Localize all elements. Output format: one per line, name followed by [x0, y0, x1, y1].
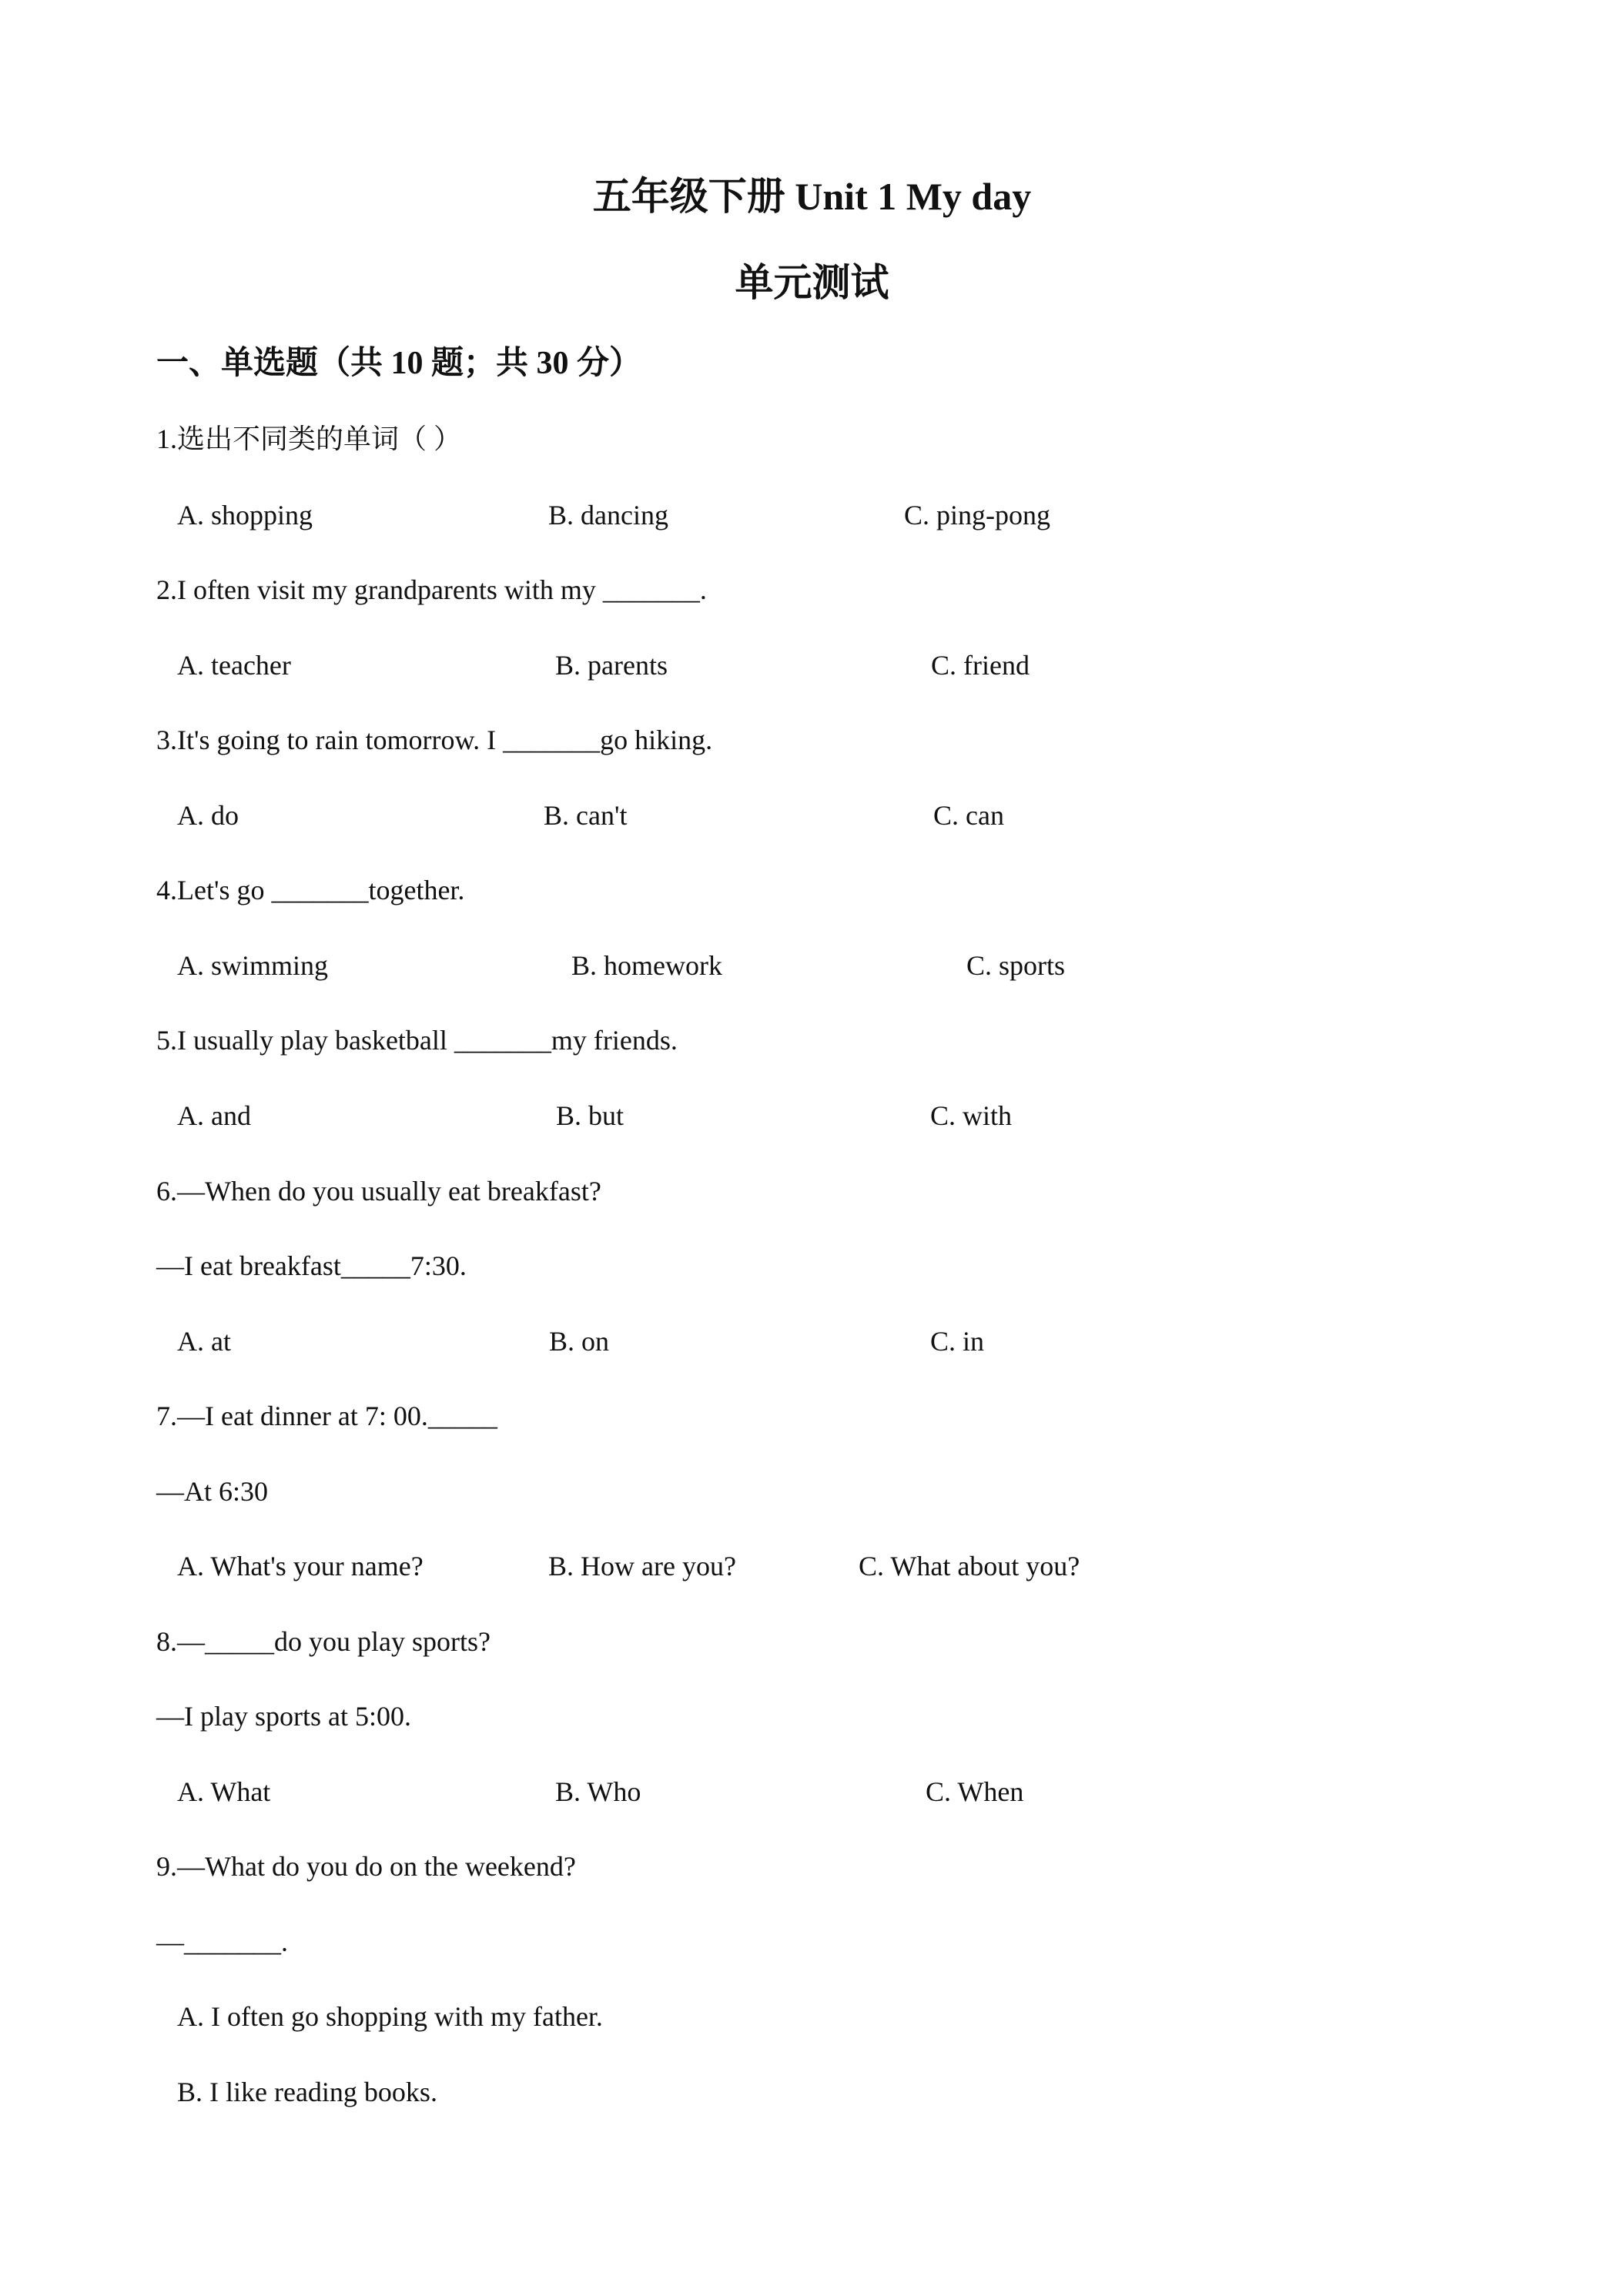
- question-7-option-b[interactable]: B. How are you?: [548, 1551, 736, 1581]
- question-5-option-c[interactable]: C. with: [930, 1100, 1013, 1131]
- question-3-stem: 3.It's going to rain tomorrow. I _______go hiking.: [156, 725, 713, 755]
- question-6-option-c[interactable]: C. in: [930, 1326, 985, 1357]
- question-4-option-b[interactable]: B. homework: [571, 950, 722, 981]
- question-6-stem: 6.—When do you usually eat breakfast?: [156, 1176, 601, 1207]
- question-7-answer-line: —At 6:30: [156, 1476, 269, 1507]
- question-8-answer-line: —I play sports at 5:00.: [156, 1701, 411, 1732]
- question-7-stem: 7.—I eat dinner at 7: 00._____: [156, 1401, 497, 1431]
- question-4-stem: 4.Let's go _______together.: [156, 875, 465, 905]
- question-6-option-b[interactable]: B. on: [549, 1326, 610, 1357]
- question-2-option-b[interactable]: B. parents: [555, 650, 668, 681]
- question-4-option-a[interactable]: A. swimming: [177, 950, 329, 981]
- question-9-option-a[interactable]: A. I often go shopping with my father.: [177, 2001, 603, 2032]
- question-2-option-c[interactable]: C. friend: [931, 650, 1030, 681]
- question-2-stem: 2.I often visit my grandparents with my _______.: [156, 574, 707, 605]
- question-2-option-a[interactable]: A. teacher: [177, 650, 291, 681]
- question-1-option-c[interactable]: C. ping-pong: [904, 500, 1051, 530]
- question-5-stem: 5.I usually play basketball _______my friends.: [156, 1025, 678, 1056]
- question-8-option-a[interactable]: A. What: [177, 1776, 271, 1807]
- question-5-option-b[interactable]: B. but: [556, 1100, 624, 1131]
- question-5-option-a[interactable]: A. and: [177, 1100, 251, 1131]
- question-9-option-b[interactable]: B. I like reading books.: [177, 2077, 437, 2107]
- question-9-answer-line: —_______.: [156, 1926, 288, 1957]
- question-8-option-c[interactable]: C. When: [926, 1776, 1024, 1807]
- question-6-answer-line: —I eat breakfast_____7:30.: [156, 1250, 467, 1281]
- question-1-stem: 1.选出不同类的单词（ ）: [156, 423, 462, 454]
- question-6-option-a[interactable]: A. at: [177, 1326, 231, 1357]
- question-1-option-a[interactable]: A. shopping: [177, 500, 313, 530]
- page-title: 五年级下册 Unit 1 My day: [592, 175, 1032, 218]
- question-3-option-c[interactable]: C. can: [933, 800, 1004, 831]
- question-8-option-b[interactable]: B. Who: [555, 1776, 641, 1807]
- question-1-option-b[interactable]: B. dancing: [548, 500, 668, 530]
- question-3-option-a[interactable]: A. do: [177, 800, 239, 831]
- page-subtitle: 单元测试: [735, 261, 889, 304]
- question-8-stem: 8.—_____do you play sports?: [156, 1626, 491, 1657]
- question-4-option-c[interactable]: C. sports: [966, 950, 1066, 981]
- section-heading: 一、单选题（共 10 题；共 30 分）: [156, 346, 642, 381]
- question-3-option-b[interactable]: B. can't: [544, 800, 628, 831]
- question-7-option-c[interactable]: C. What about you?: [859, 1551, 1080, 1581]
- question-9-stem: 9.—What do you do on the weekend?: [156, 1851, 576, 1882]
- question-7-option-a[interactable]: A. What's your name?: [177, 1551, 424, 1581]
